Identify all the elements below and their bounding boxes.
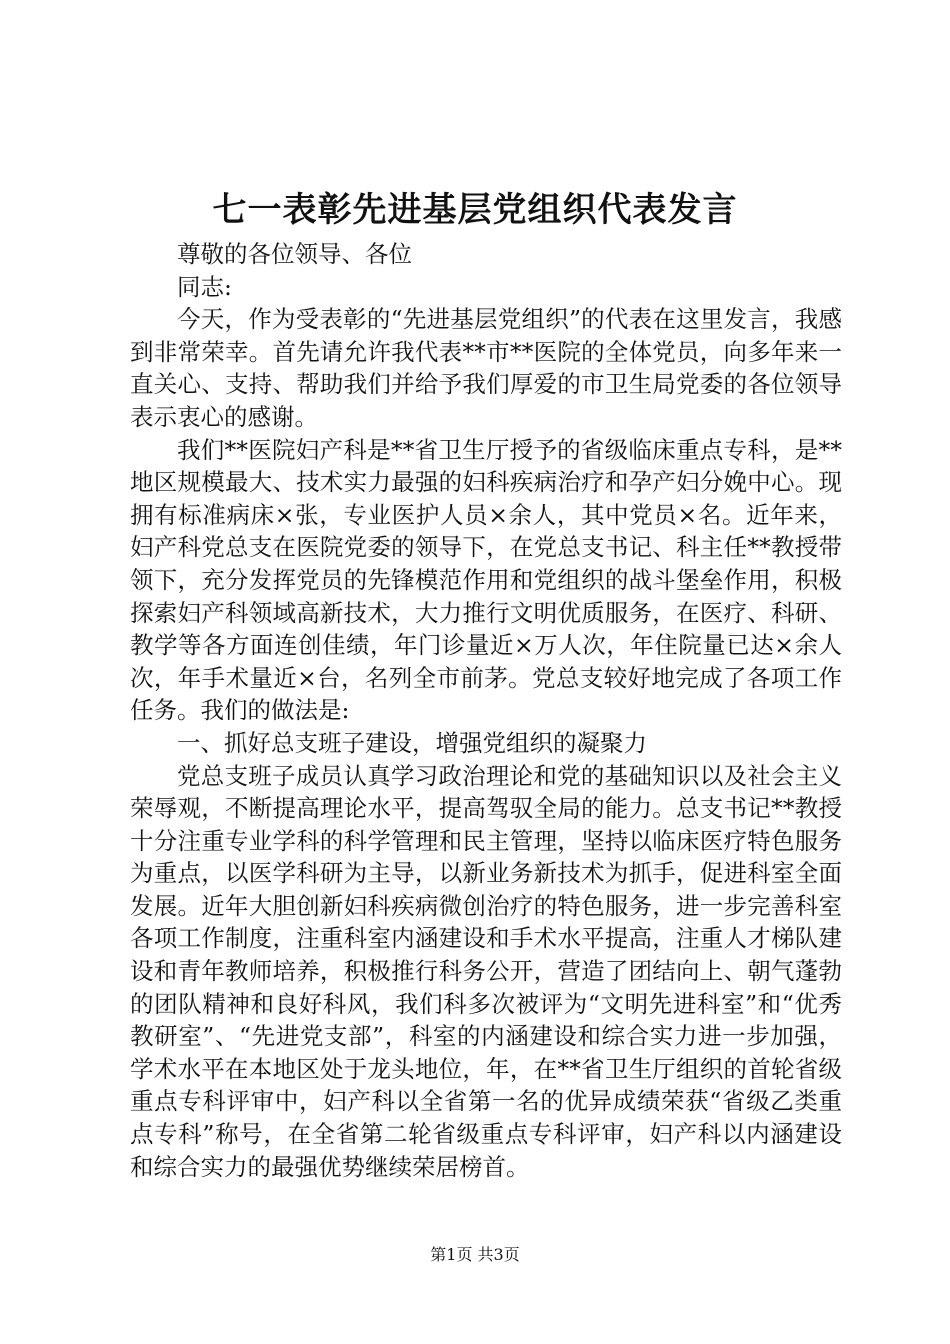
greeting-line: 同志:	[177, 272, 232, 301]
page-footer: 第1页 共3页	[430, 1245, 520, 1264]
paragraph: 今天，作为受表彰的“先进基层党组织”的代表在这里发言，我感到非常荣幸。首先请允许我代表**市**医院的全体党员，向多年来一直关心、支持、帮助我们并给予我们厚爱的市卫生局党委的各位领导表示衷心的感谢。	[130, 305, 842, 431]
paragraph: 党总支班子成员认真学习政治理论和党的基础知识以及社会主义荣辱观，不断提高理论水平，提高驾驭全局的能力。总支书记**教授十分注重专业学科的科学管理和民主管理，坚持以临床医疗特色服务为重点，以医学科研为主导，以新业务新技术为抓手，促进科室全面发展。近年大胆创新妇科疾病微创治疗的特色服务，进一步完善科室各项工作制度，注重科室内涵建设和手术水平提高，注重人才梯队建设和青年教师培养，积极推行科务公开，营造了团结向上、朝气蓬勃的团队精神和良好科风，我们科多次被评为“文明先进科室”和“优秀教研室”、“先进党支部”，科室的内涵建设和综合实力进一步加强，学术水平在本地区处于龙头地位，年，在**省卫生厅组织的首轮省级重点专科评审中，妇产科以全省第一名的优异成绩荣获“省级乙类重点专科”称号，在全省第二轮省级重点专科评审，妇产科以内涵建设和综合实力的最强优势继续荣居榜首。	[130, 761, 842, 1181]
document-title: 七一表彰先进基层党组织代表发言	[212, 190, 738, 230]
section-heading: 一、抓好总支班子建设，增强党组织的凝聚力	[177, 728, 647, 757]
greeting-line: 尊敬的各位领导、各位	[177, 240, 412, 268]
paragraph: 我们**医院妇产科是**省卫生厅授予的省级临床重点专科，是**地区规模最大、技术实力最强的妇科疾病治疗和孕产妇分娩中心。现拥有标准病床×张，专业医护人员×余人，其中党员×名。近年来，妇产科党总支在医院党委的领导下，在党总支书记、科主任**教授带领下，充分发挥党员的先锋模范作用和党组织的战斗堡垒作用，积极探索妇产科领域高新技术，大力推行文明优质服务，在医疗、科研、教学等各方面连创佳绩，年门诊量近×万人次，年住院量已达×余人次，年手术量近×台，名列全市前茅。党总支较好地完成了各项工作任务。我们的做法是:	[130, 435, 842, 725]
document-body	[130, 238, 842, 1183]
